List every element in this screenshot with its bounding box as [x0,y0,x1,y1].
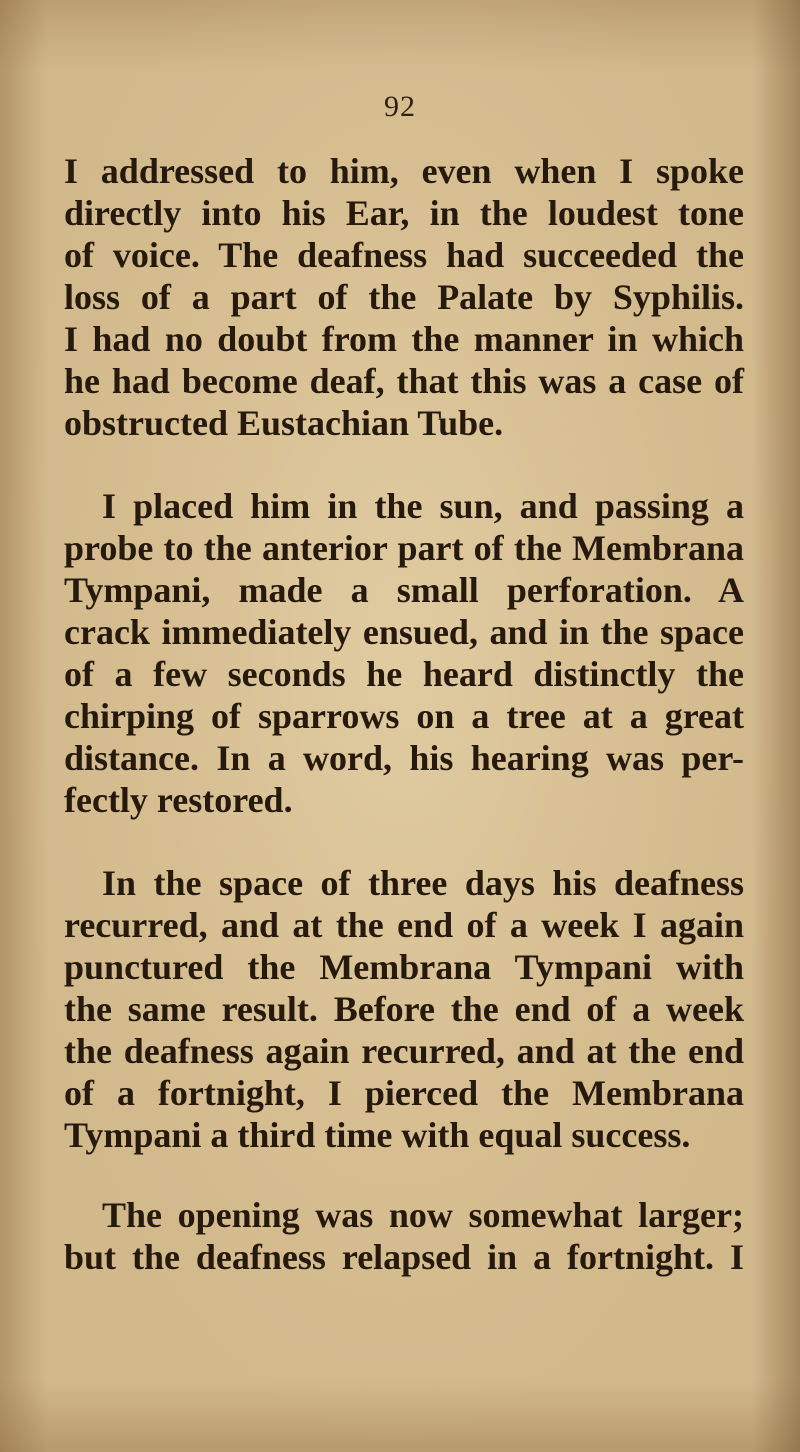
text-line: chirping of sparrows on a tree at a great [64,696,744,736]
text-line: crack immediately ensued, and in the space [64,612,744,652]
text-line: recurred, and at the end of a week I again [64,905,744,945]
text-line: I addressed to him, even when I spoke [64,151,744,191]
text-line: he had become deaf, that this was a case of [64,361,744,401]
text-line: I had no doubt from the manner in which [64,319,744,359]
text-line: the deafness again recurred, and at the end [64,1031,744,1071]
text-line: In the space of three days his deafness [102,863,744,903]
text-line: obstructed Eustachian Tube. [64,403,504,443]
text-line: but the deafness relapsed in a fortnight. I [64,1237,744,1277]
paragraph-3 [64,862,744,1156]
text-line: fectly restored. [64,780,293,820]
text-line: loss of a part of the Palate by Syphilis. [64,277,744,317]
text-line: of voice. The deafness had succeeded the [64,235,744,275]
text-line: punctured the Membrana Tympani with [64,947,744,987]
text-line: of a fortnight, I pierced the Membrana [64,1073,744,1113]
paragraph-1 [64,150,744,444]
text-line: of a few seconds he heard distinctly the [64,654,744,694]
paragraph-2 [64,485,744,821]
text-line: directly into his Ear, in the loudest tone [64,193,744,233]
text-line: Tympani a third time with equal success. [64,1115,691,1155]
text-line: probe to the anterior part of the Membrana [64,528,744,568]
page-number: 92 [384,90,416,123]
text-line: the same result. Before the end of a week [64,989,744,1029]
text-line: distance. In a word, his hearing was per- [64,738,744,778]
text-line: Tympani, made a small perforation. A [64,570,744,610]
text-line: The opening was now somewhat larger; [102,1195,744,1235]
text-line: I placed him in the sun, and passing a [102,486,744,526]
paragraph-4 [64,1194,744,1278]
